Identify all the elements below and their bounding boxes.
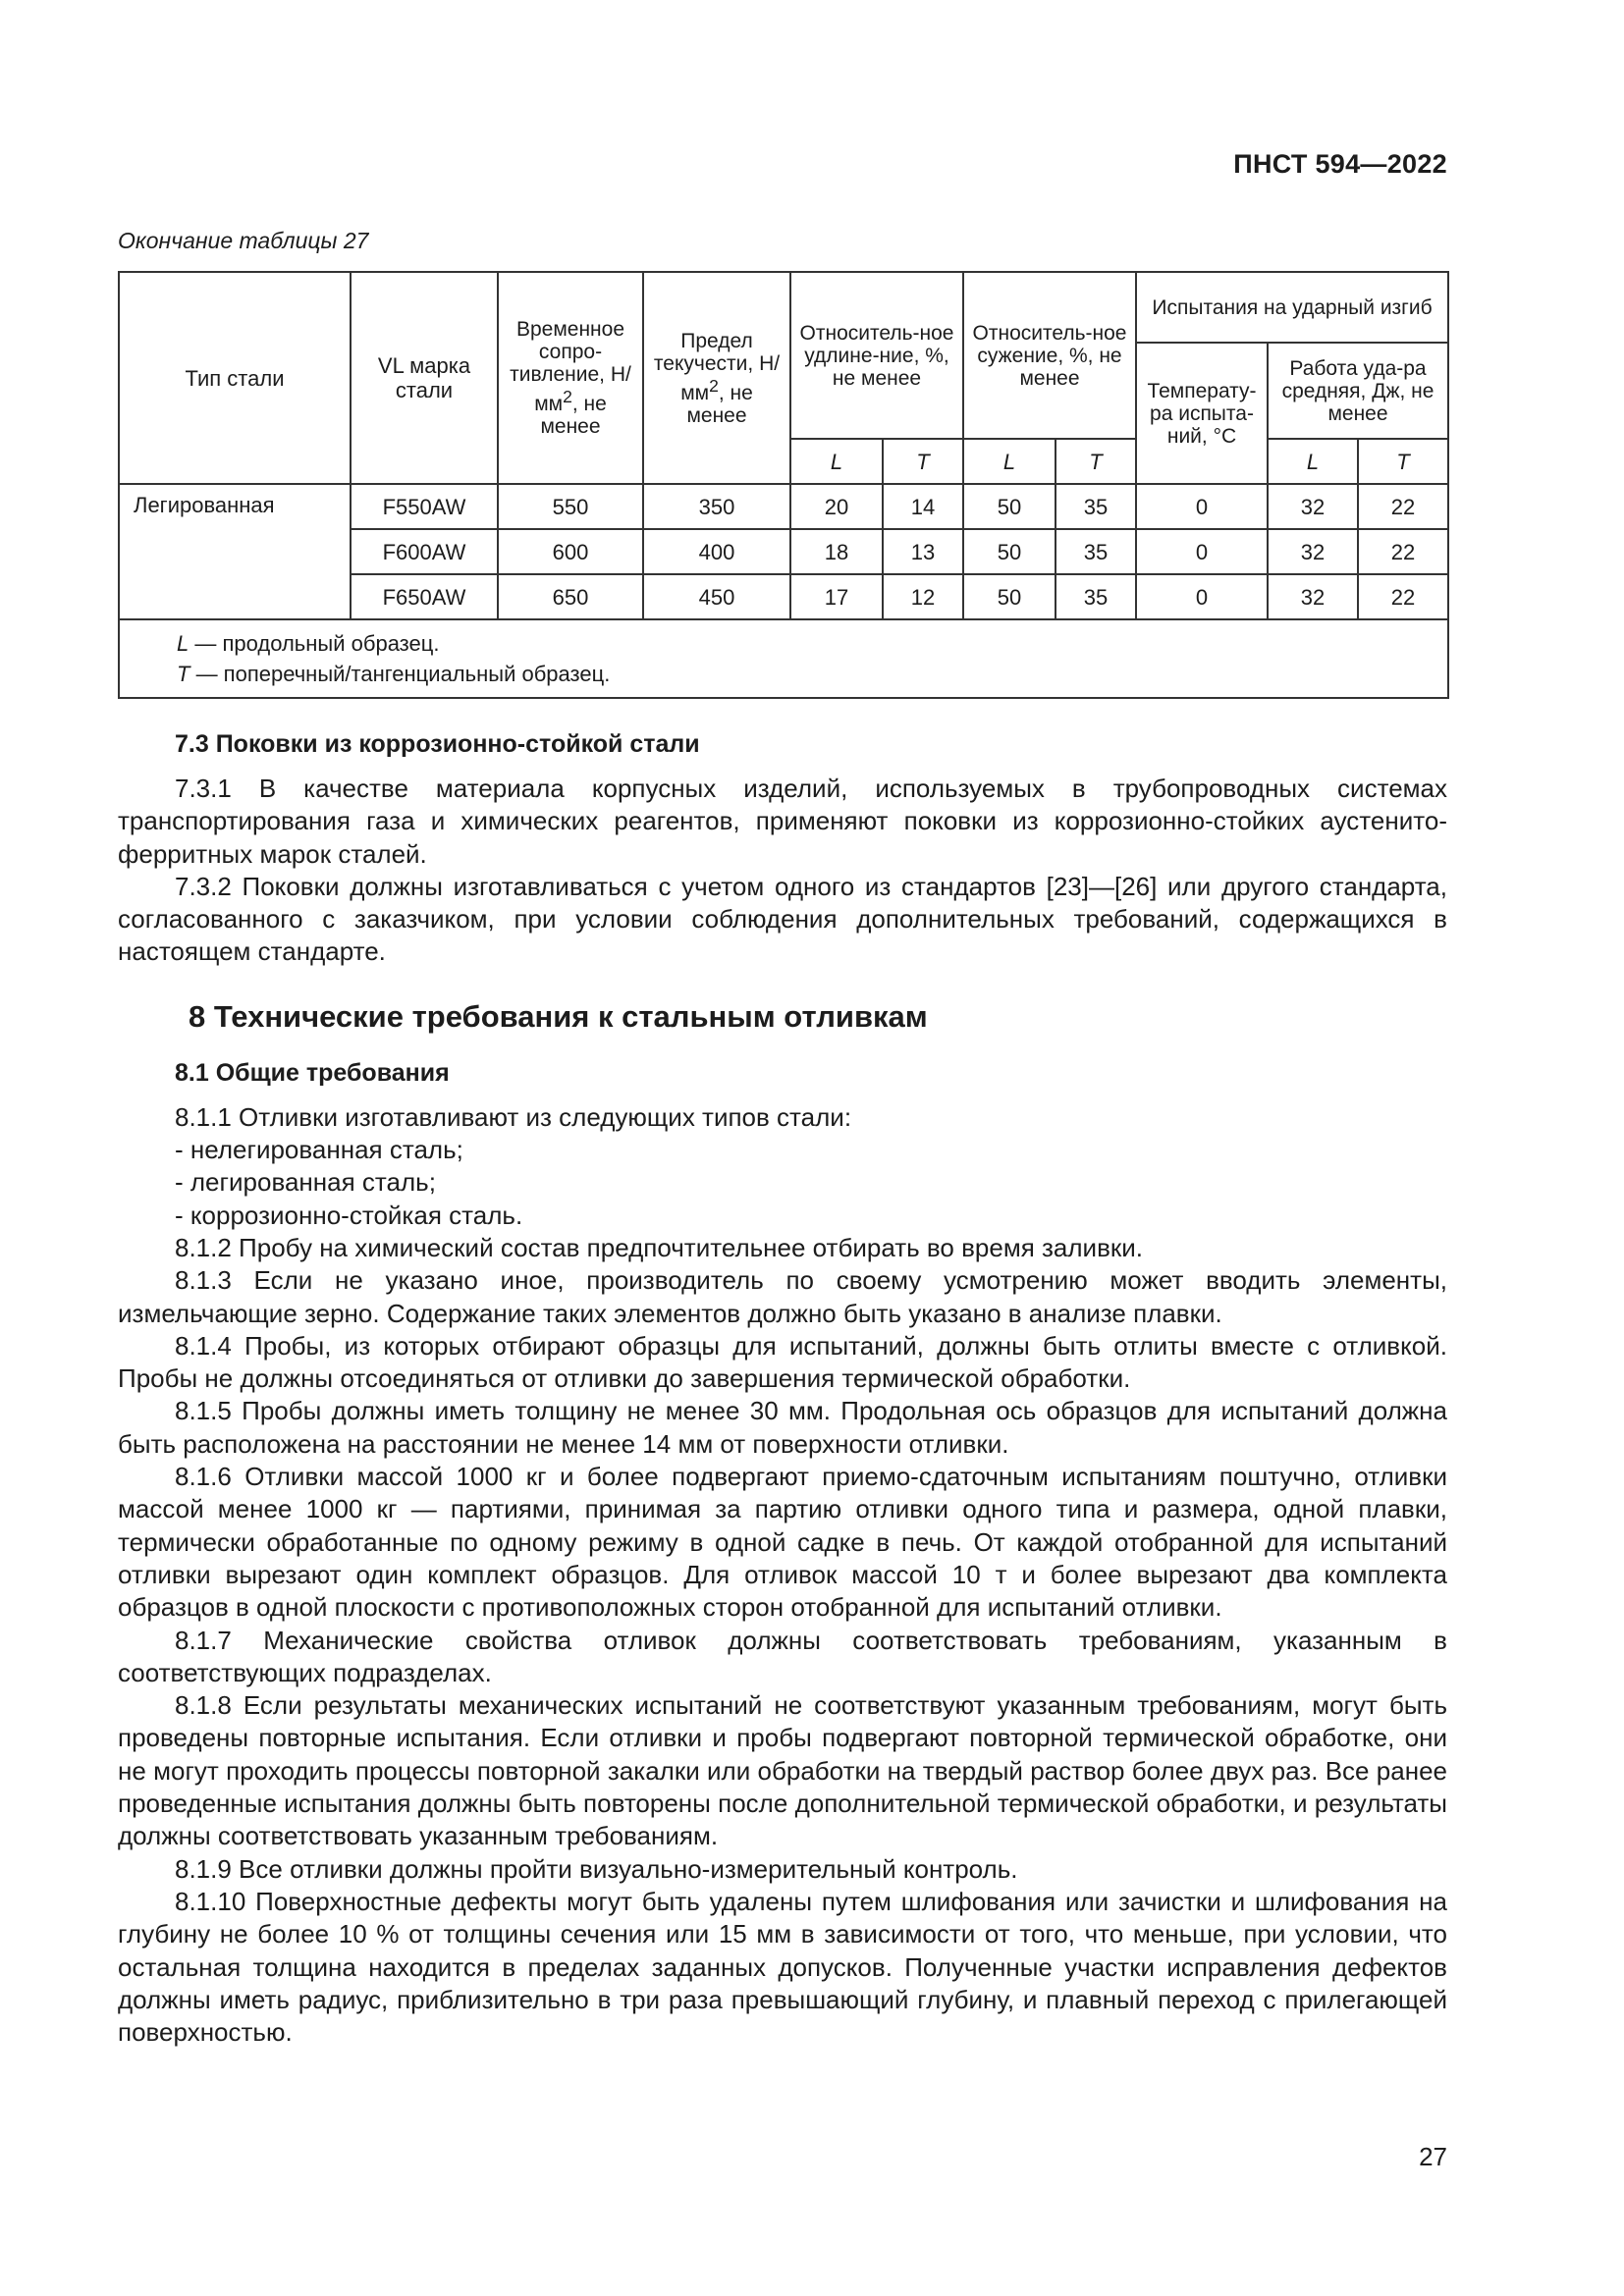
cell-en-L: 32: [1268, 574, 1358, 619]
paragraph-7-3-2: 7.3.2 Поковки должны изготавливаться с учетом одного из стандартов [23]—[26] или другого стандарта, согласованного с заказчиком, при условии соблюдения дополнительных требований, содержащихся в настоящем стандарте.: [118, 871, 1447, 967]
cell-tensile: 650: [498, 574, 643, 619]
header-yield: Предел текучести, $Н/мм^2$, не менее: [643, 272, 790, 484]
cell-yield: 400: [643, 529, 790, 574]
cell-ct-T: 35: [1056, 574, 1136, 619]
cell-tensile: 550: [498, 484, 643, 529]
paragraph-8-1-4: 8.1.4 Пробы, из которых отбирают образцы для испытаний, должны быть отлиты вместе с отливкой. Пробы не должны отсоединяться от отливки до завершения термической обработки.: [118, 1330, 1447, 1394]
header-en-T: T: [1358, 439, 1448, 484]
cell-el-T: 13: [883, 529, 963, 574]
paragraph-8-1-6: 8.1.6 Отливки массой 1000 кг и более подвергают приемо-сдаточным испытаниям поштучно, отливки массой менее 1000 кг — партиями, принимая за партию отливки одного типа и размера, одной плавки, термически обработанные по одному режиму в одной садке в печь. От каждой отобранной для испытаний отливки вырезают один комплект образцов. Для отливок массой 10 т и более вырезают два комплекта образцов в одной плоскости с противоположных сторон отобранной для испытаний отливки.: [118, 1462, 1447, 1623]
table-row: [119, 484, 1448, 529]
header-ct-L: L: [963, 439, 1056, 484]
cell-grade: F550AW: [351, 484, 498, 529]
main-content: [118, 728, 1447, 2049]
section-7-3-title: 7.3 Поковки из коррозионно-стойкой стали: [175, 730, 700, 758]
section-8-1-title: 8.1 Общие требования: [175, 1058, 450, 1087]
header-en-L: L: [1268, 439, 1358, 484]
cell-temp: 0: [1136, 574, 1268, 619]
cell-el-T: 14: [883, 484, 963, 529]
cell-en-L: 32: [1268, 529, 1358, 574]
cell-el-L: 17: [790, 574, 883, 619]
table-notes-row: [119, 619, 1448, 698]
paragraph-8-1-9: 8.1.9 Все отливки должны пройти визуально-измерительный контроль.: [175, 1853, 1018, 1884]
cell-tensile: 600: [498, 529, 643, 574]
cell-grade: F600AW: [351, 529, 498, 574]
cell-ct-T: 35: [1056, 529, 1136, 574]
cell-temp: 0: [1136, 529, 1268, 574]
note-L: L — продольный образец.: [177, 631, 440, 656]
cell-el-L: 20: [790, 484, 883, 529]
document-code: ПНСТ 594—2022: [1233, 149, 1447, 179]
paragraph-8-1-8: 8.1.8 Если результаты механических испытаний не соответствуют указанным требованиям, могут быть проведены повторные испытания. Если отливки и пробы подвергают повторной термической обработке, они не могут проходить процессы повторной закалки или обработки на твердый раствор более двух раз. Все ранее проведенные испытания должны быть повторены после дополнительной термической обработки, и результаты должны соответствовать указанным требованиям.: [118, 1690, 1447, 1851]
cell-ct-T: 35: [1056, 484, 1136, 529]
header-impact: Испытания на ударный изгиб: [1136, 272, 1448, 343]
paragraph-8-1-7: 8.1.7 Механические свойства отливок должны соответствовать требованиям, указанным в соответствующих подразделах.: [118, 1625, 1447, 1687]
properties-table: [118, 271, 1449, 699]
cell-en-L: 32: [1268, 484, 1358, 529]
note-T: T — поперечный/тангенциальный образец.: [177, 662, 611, 686]
page-number: 27: [1419, 2142, 1447, 2171]
cell-ct-L: 50: [963, 529, 1056, 574]
header-energy: Работа уда-ра средняя, Дж, не менее: [1268, 343, 1448, 439]
header-el-T: T: [883, 439, 963, 484]
header-contraction: Относитель-ное сужение, %, не менее: [963, 272, 1136, 439]
header-el-L: L: [790, 439, 883, 484]
cell-en-T: 22: [1358, 484, 1448, 529]
header-ct-T: T: [1056, 439, 1136, 484]
list-item: - коррозионно-стойкая сталь.: [175, 1200, 523, 1230]
header-vl-grade: VL марка стали: [351, 272, 498, 484]
cell-steel-type: Легированная: [119, 484, 351, 619]
cell-el-L: 18: [790, 529, 883, 574]
cell-ct-L: 50: [963, 574, 1056, 619]
cell-el-T: 12: [883, 574, 963, 619]
paragraph-8-1-1: 8.1.1 Отливки изготавливают из следующих типов стали:: [175, 1101, 852, 1132]
table-caption: Окончание таблицы 27: [118, 228, 369, 253]
cell-yield: 350: [643, 484, 790, 529]
paragraph-8-1-5: 8.1.5 Пробы должны иметь толщину не менее 30 мм. Продольная ось образцов для испытаний должна быть расположена на расстоянии не менее 14 мм от поверхности отливки.: [118, 1396, 1447, 1459]
cell-en-T: 22: [1358, 529, 1448, 574]
section-8-title: 8 Технические требования к стальным отливкам: [189, 998, 928, 1034]
paragraph-8-1-3: 8.1.3 Если не указано иное, производитель по своему усмотрению может вводить элементы, измельчающие зерно. Содержание таких элементов должно быть указано в анализе плавки.: [118, 1265, 1447, 1328]
list-item: - нелегированная сталь;: [175, 1135, 463, 1165]
header-tensile: Временное сопро-тивление, $Н/мм^2$, не менее: [498, 272, 643, 484]
header-steel-type: Тип стали: [119, 272, 351, 484]
cell-grade: F650AW: [351, 574, 498, 619]
table-notes: [119, 619, 1448, 698]
cell-temp: 0: [1136, 484, 1268, 529]
paragraph-8-1-10: 8.1.10 Поверхностные дефекты могут быть удалены путем шлифования или зачистки и шлифования на глубину не более 10 % от толщины сечения или 15 мм в зависимости от того, что меньше, при условии, что остальная толщина находится в пределах заданных допусков. Полученные участки исправления дефектов должны иметь радиус, приблизительно в три раза превышающий глубину, и плавный переход с прилегающей поверхностью.: [118, 1886, 1447, 2048]
cell-yield: 450: [643, 574, 790, 619]
header-elongation: Относитель-ное удлине-ние, %, не менее: [790, 272, 963, 439]
cell-ct-L: 50: [963, 484, 1056, 529]
header-temperature: Температу-ра испыта-ний, °C: [1136, 343, 1268, 484]
cell-en-T: 22: [1358, 574, 1448, 619]
list-item: - легированная сталь;: [175, 1167, 436, 1198]
paragraph-8-1-2: 8.1.2 Пробу на химический состав предпочтительнее отбирать во время заливки.: [175, 1232, 1144, 1262]
paragraph-7-3-1: 7.3.1 В качестве материала корпусных изделий, используемых в трубопроводных системах транспортирования газа и химических реагентов, применяют поковки из коррозионно-стойких аустенито-ферритных марок сталей.: [118, 774, 1447, 869]
